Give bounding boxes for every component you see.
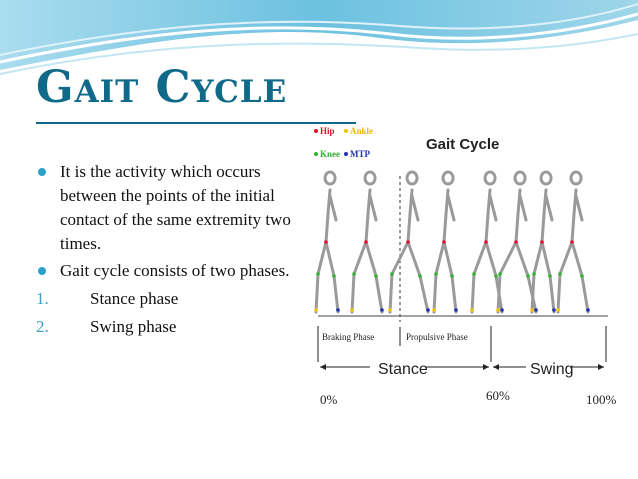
swing-label: Swing xyxy=(530,361,574,378)
braking-phase-label: Braking Phase xyxy=(322,332,375,342)
gait-cycle-figure xyxy=(308,124,624,420)
bullet-item xyxy=(32,160,307,256)
slide-content xyxy=(32,160,307,339)
legend-hip: Hip xyxy=(320,126,335,136)
item-number: 1. xyxy=(36,289,49,308)
hip-marker-icon xyxy=(314,129,318,133)
slide-title: Gait Cycle xyxy=(36,62,288,113)
numbered-item xyxy=(32,287,307,311)
stance-label: Stance xyxy=(378,361,428,378)
mtp-marker-icon xyxy=(344,152,348,156)
percent-mid: 60% xyxy=(486,388,510,403)
item-text: Swing phase xyxy=(90,317,177,336)
ankle-marker-icon xyxy=(344,129,348,133)
figure-title: Gait Cycle xyxy=(426,136,500,153)
percent-start: 0% xyxy=(320,392,338,407)
bullet-text: It is the activity which occurs between the points of the initial contact of the same extremity two times. xyxy=(60,162,291,253)
item-text: Stance phase xyxy=(90,289,179,308)
legend-knee: Knee xyxy=(320,149,340,159)
numbered-item xyxy=(32,315,307,339)
bullet-text: Gait cycle consists of two phases. xyxy=(60,261,290,280)
bullet-dot-icon xyxy=(38,267,46,275)
knee-marker-icon xyxy=(314,152,318,156)
item-number: 2. xyxy=(36,317,49,336)
bullet-item xyxy=(32,259,307,283)
propulsive-phase-label: Propulsive Phase xyxy=(406,332,468,342)
bullet-dot-icon xyxy=(38,168,46,176)
legend-mtp: MTP xyxy=(350,149,370,159)
percent-end: 100% xyxy=(586,392,617,407)
legend-ankle: Ankle xyxy=(350,126,374,136)
